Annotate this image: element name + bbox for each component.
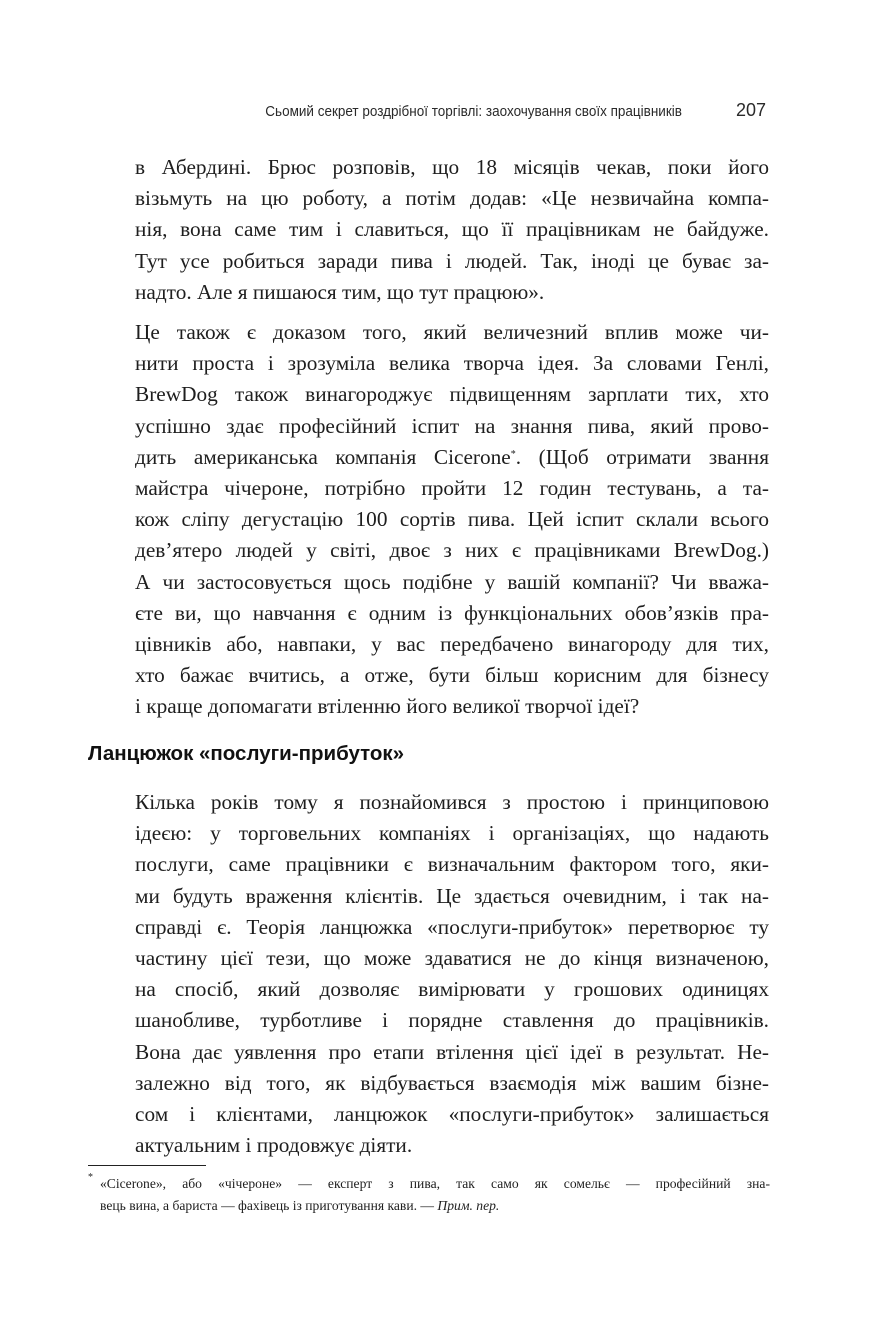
text-line: і краще допомагати втіленню його великої творчої ідеї? <box>135 694 640 719</box>
footnote-body <box>100 1173 770 1217</box>
text-line: ми будуть враження клієнтів. Це здається очевидним, і так на- <box>135 883 769 908</box>
text-line: цівників або, навпаки, у вас передбачено винагороду для тих, <box>135 632 769 657</box>
text-line: справді є. Теорія ланцюжка «послуги-прибуток» перетворює ту <box>135 914 769 939</box>
text-line-with-note <box>135 442 769 473</box>
footnote <box>88 1173 770 1217</box>
paragraph-1 <box>135 152 769 308</box>
text-line: залежно від того, як відбувається взаємодія між вашим бізне- <box>135 1070 769 1095</box>
text-line: BrewDog також винагороджує підвищенням зарплати тих, хто <box>135 382 769 407</box>
text-line: сом і клієнтами, ланцюжок «послуги-прибуток» залишається <box>135 1102 769 1127</box>
text-line: Вона дає уявлення про етапи втілення цієї ідеї в результат. Не- <box>135 1039 769 1064</box>
paragraph-2 <box>135 317 769 723</box>
section-heading: Ланцюжок «послуги-прибуток» <box>88 742 405 765</box>
text-line: А чи застосовується щось подібне у вашій компанії? Чи вважа- <box>135 569 769 594</box>
text-line: хто бажає вчитись, а отже, бути більш корисним для бізнесу <box>135 663 769 688</box>
text-line: нія, вона саме тим і славиться, що її працівникам не байдуже. <box>135 217 769 242</box>
text-line: частину цієї тези, що може здаватися не до кінця визначеною, <box>135 946 769 971</box>
text-line: нити проста і зрозуміла велика творча ідея. За словами Генлі, <box>135 351 769 376</box>
text-line: актуальним і продовжує діяти. <box>135 1133 413 1158</box>
text-line: кож сліпу дегустацію 100 сортів пива. Цей іспит склали всього <box>135 507 769 532</box>
text-line: єте ви, що навчання є одним із функціональних обов’язків пра- <box>135 600 769 625</box>
footnote-text: вець вина, а бариста — фахівець із приготування кави. — <box>100 1198 438 1213</box>
text-line: візьмуть на цю роботу, а потім додав: «Це незвичайна компа- <box>135 186 769 211</box>
text-line: послуги, саме працівники є визначальним фактором того, яки- <box>135 852 769 877</box>
running-title: Сьомий секрет роздрібної торгівлі: заохочування своїх працівників <box>265 103 682 120</box>
text-line: Це також є доказом того, який величезний вплив може чи- <box>135 320 769 344</box>
text-line: в Абердині. Брюс розповів, що 18 місяців чекав, поки його <box>135 155 769 179</box>
text-line: дев’ятеро людей у світі, двоє з них є працівниками BrewDog.) <box>135 538 769 563</box>
text-line: майстра чічероне, потрібно пройти 12 годин тестувань, а та- <box>135 476 769 501</box>
text-line: Тут усе робиться заради пива і людей. Так, іноді це буває за- <box>135 248 769 273</box>
note-line-start: дить американська компанія Cicerone <box>135 444 511 469</box>
note-line-end: . (Щоб отримати звання <box>515 444 769 469</box>
footnote-divider <box>88 1165 206 1166</box>
text-line: Кілька років тому я познайомився з простою і принциповою <box>135 790 769 814</box>
text-line: ідеєю: у торговельних компаніях і організаціях, що надають <box>135 821 769 846</box>
footnote-line <box>100 1195 770 1217</box>
text-line: надто. Але я пишаюся тим, що тут працюю». <box>135 279 545 304</box>
footnote-marker: * <box>88 1172 93 1183</box>
text-line: шанобливе, турботливе і порядне ставлення до працівників. <box>135 1008 769 1033</box>
translator-note-label: Прим. пер. <box>437 1198 500 1213</box>
text-line: успішно здає професійний іспит на знання пива, який прово- <box>135 413 769 438</box>
text-line: на спосіб, який дозволяє вимірювати у грошових одиницях <box>135 977 769 1002</box>
paragraph-3 <box>135 787 769 1161</box>
footnote-line: «Cicerone», або «чічероне» — експерт з пива, так само як сомельє — професійний зна- <box>100 1176 770 1191</box>
page-number: 207 <box>735 100 766 120</box>
running-header <box>0 100 766 121</box>
footnote-reference: * <box>510 448 516 460</box>
